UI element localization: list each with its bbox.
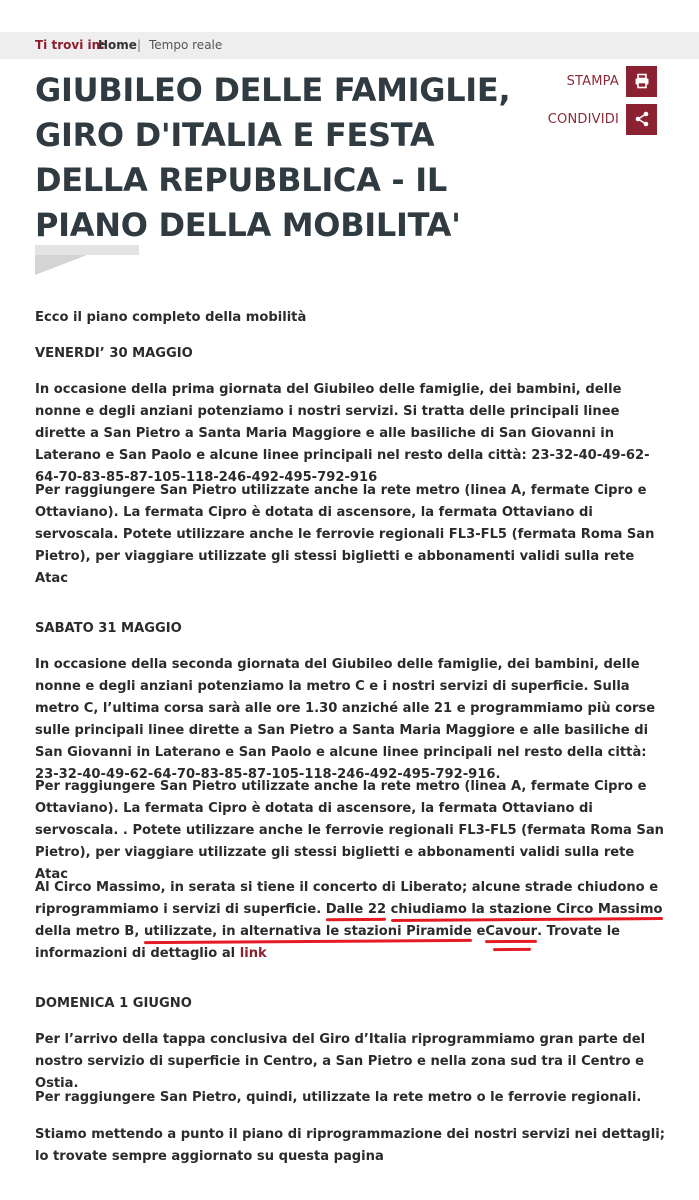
share-action[interactable] bbox=[548, 104, 657, 134]
dalle-22-text: Dalle 22 bbox=[325, 902, 387, 917]
sunday-paragraph-1: Per l’arrivo della tappa conclusiva del Giro d’Italia riprogrammiamo gran parte del nostro servizio di superficie in Centro, a San Pietro e nella zona sud tra il Centro e Ostia. bbox=[35, 1032, 646, 1091]
details-text: . Trovate le informazioni di dettaglio al bbox=[35, 924, 621, 961]
print-label[interactable]: STAMPA bbox=[566, 73, 619, 89]
red-underline bbox=[485, 940, 537, 943]
page-title: GIUBILEO DELLE FAMIGLIE, GIRO D'ITALIA E FESTA DELLA REPUBBLICA - IL PIANO DELLA MOBILITA' bbox=[35, 71, 511, 244]
sunday-heading: DOMENICA 1 GIUGNO bbox=[35, 996, 192, 1011]
title-decoration-tail bbox=[35, 255, 87, 275]
red-underline-second bbox=[493, 948, 531, 951]
red-underline bbox=[326, 918, 386, 921]
intro-text: Ecco il piano completo della mobilità bbox=[35, 310, 307, 325]
saturday-paragraph-3 bbox=[35, 877, 665, 965]
closure-text: chiudiamo la stazione Circo Massimo bbox=[390, 902, 663, 917]
highlight-dalle-22 bbox=[326, 902, 386, 917]
breadcrumb-home-link[interactable]: Home bbox=[98, 38, 137, 52]
printer-icon bbox=[634, 73, 650, 89]
sunday-paragraph-3: Stiamo mettendo a punto il piano di riprogrammazione dei nostri servizi nei dettagli; lo trovate sempre aggiornato su questa pagina bbox=[35, 1127, 665, 1164]
friday-paragraph-2: Per raggiungere San Pietro utilizzate anche la rete metro (linea A, fermate Cipro e Ottaviano). La fermata Cipro è dotata di ascensore, la fermata Ottaviano di servoscala. Potete utilizzare anche le ferrovie regionali FL3-FL5 (fermata Roma San Pietro), per viaggiare utilizzate gli stessi biglietti e abbonamenti validi sulla rete Atac bbox=[35, 483, 655, 586]
breadcrumb-label: Ti trovi in: bbox=[35, 38, 105, 52]
highlight-alternatives bbox=[144, 924, 472, 939]
and-text: e bbox=[476, 924, 486, 939]
saturday-paragraph-2: Per raggiungere San Pietro utilizzate anche la rete metro (linea A, fermate Cipro e Ottaviano). La fermata Cipro è dotata di ascensore, la fermata Ottaviano di servoscala. . Potete utilizzare anche le ferrovie regionali FL3-FL5 (fermata Roma San Pietro), per viaggiare utilizzate gli stessi biglietti e abbonamenti validi sulla rete Atac bbox=[35, 779, 664, 882]
saturday-paragraph-1: In occasione della seconda giornata del Giubileo delle famiglie, dei bambini, delle nonne e degli anziani potenziamo la metro C e i nostri servizi di superficie. Sulla metro C, l’ultima corsa sarà alle ore 1.30 anziché alle 21 e programmiamo più corse sulle principali linee dirette a San Pietro a Santa Maria Maggiore e alle basiliche di San Giovanni in Laterano e San Paolo e alcune linee principali nel resto della città: 23-32-40-49-62-64-70-83-85-87-105-118-246-492-495-792-916. bbox=[35, 657, 656, 782]
share-button[interactable] bbox=[626, 104, 657, 135]
friday-heading: VENERDI’ 30 MAGGIO bbox=[35, 346, 193, 361]
highlight-closure bbox=[391, 902, 663, 917]
concert-text: Al Circo Massimo, in serata si tiene il concerto di Liberato; alcune strade chiudono e riprogrammiamo i servizi di superficie. bbox=[35, 880, 659, 917]
print-action[interactable] bbox=[567, 66, 657, 96]
breadcrumb bbox=[0, 32, 699, 59]
breadcrumb-current: Tempo reale bbox=[149, 38, 223, 52]
metro-b-text: della metro B, bbox=[35, 924, 140, 939]
title-decoration bbox=[35, 245, 139, 255]
highlight-cavour bbox=[485, 924, 537, 939]
red-underline bbox=[391, 917, 663, 922]
breadcrumb-separator: | bbox=[137, 38, 142, 52]
alternatives-text: utilizzate, in alternativa le stazioni Piramide bbox=[143, 924, 472, 939]
share-label[interactable]: CONDIVIDI bbox=[547, 111, 619, 127]
details-link[interactable]: link bbox=[239, 946, 267, 961]
red-underline bbox=[144, 939, 472, 944]
share-icon bbox=[634, 111, 650, 127]
cavour-text: Cavour bbox=[485, 924, 538, 939]
print-button[interactable] bbox=[626, 66, 657, 97]
friday-paragraph-1: In occasione della prima giornata del Giubileo delle famiglie, dei bambini, delle nonne e degli anziani potenziamo i nostri servizi. Si tratta delle principali linee dirette a San Pietro a Santa Maria Maggiore e alle basiliche di San Giovanni in Laterano e San Paolo e alcune linee principali nel resto della città: 23-32-40-49-62-64-70-83-85-87-105-118-246-492-495-792-916 bbox=[35, 382, 650, 485]
saturday-heading: SABATO 31 MAGGIO bbox=[35, 621, 182, 636]
sunday-paragraph-2: Per raggiungere San Pietro, quindi, utilizzate la rete metro o le ferrovie regionali. bbox=[35, 1090, 642, 1105]
